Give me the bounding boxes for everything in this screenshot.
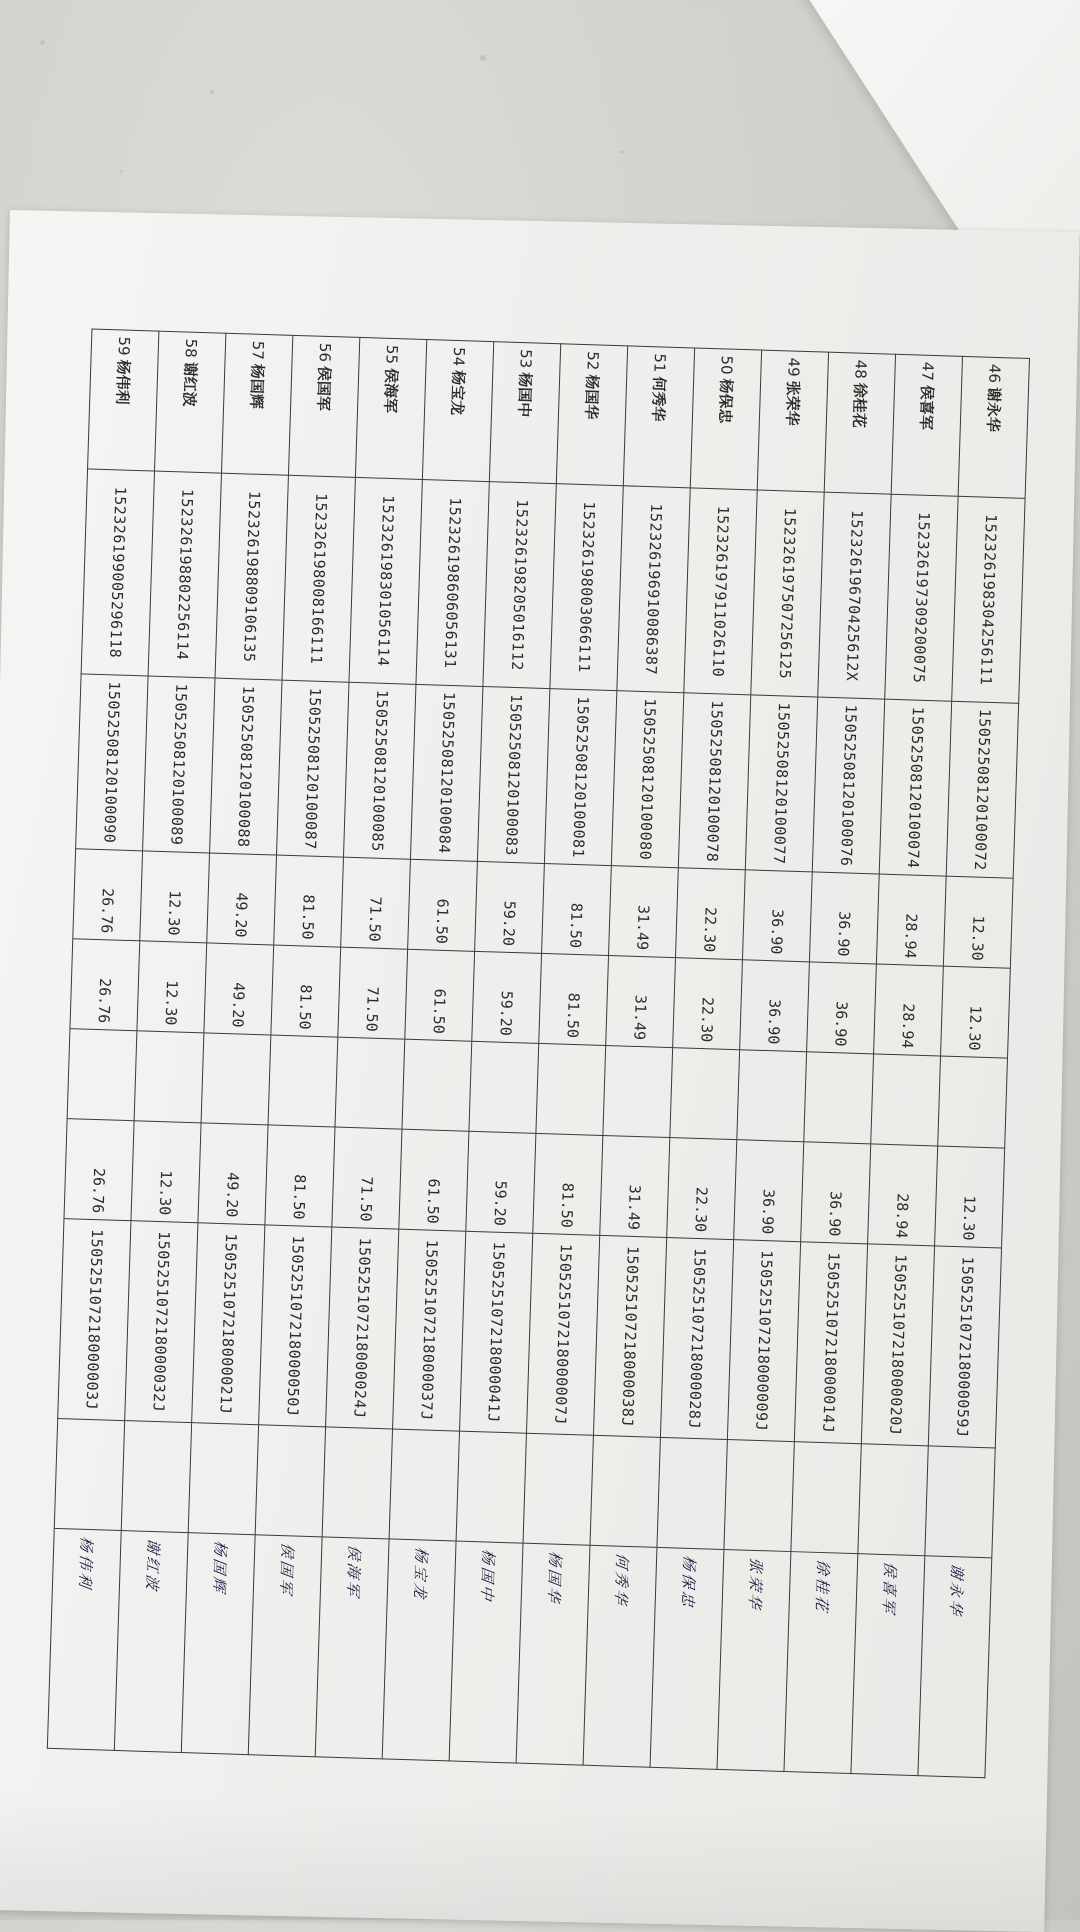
- payee-name-cell: [623, 346, 694, 488]
- voucher-number-cell: 150525107218000037J: [393, 1229, 466, 1431]
- blank-cell: [925, 1446, 995, 1558]
- voucher-number-cell: 150525107218000050J: [259, 1225, 332, 1427]
- amount-cell: 31.49: [600, 1135, 670, 1237]
- signature-cell: 杨国中: [449, 1538, 523, 1767]
- id-number-cell: 152326196910086387: [617, 486, 690, 693]
- payee-name-cell: [690, 348, 761, 490]
- amount-cell: 36.90: [742, 870, 812, 962]
- voucher-number-cell: 150525107218000028J: [660, 1238, 733, 1440]
- id-number-cell: 152326197309200075: [885, 494, 958, 701]
- amount-cell: 59.20: [475, 861, 545, 953]
- id-number-cell: 152326198304256111: [952, 496, 1025, 703]
- payee-name-cell: [958, 356, 1029, 498]
- voucher-number-cell: 150525107218000007J: [526, 1233, 599, 1435]
- amount-cell: 61.50: [408, 859, 478, 951]
- amount-cell: 28.94: [868, 1144, 938, 1246]
- amount-cell: [268, 1035, 338, 1127]
- account-number-cell: 15052508120100080: [611, 691, 683, 868]
- voucher-number-cell: 150525107218000059J: [928, 1246, 1001, 1448]
- voucher-number-cell: 150525107218000024J: [326, 1227, 399, 1429]
- blank-cell: [54, 1418, 124, 1530]
- payee-name: 杨国辉: [247, 363, 267, 410]
- payee-name-cell: [757, 350, 828, 492]
- row-number: 57: [249, 340, 268, 361]
- signature-cell: 侯国军: [248, 1531, 322, 1760]
- payee-name-cell: [288, 335, 359, 477]
- amount-cell: 59.20: [472, 951, 542, 1043]
- amount-cell: [335, 1037, 405, 1129]
- id-number-cell: 15232619670425612X: [818, 492, 891, 699]
- account-number-cell: 15052508120100081: [544, 689, 616, 866]
- voucher-number-cell: 150525107218000003J: [58, 1219, 131, 1421]
- amount-cell: [536, 1043, 606, 1135]
- signature-cell: 何秀华: [583, 1542, 657, 1771]
- blank-cell: [657, 1437, 727, 1549]
- payee-name: 杨保忠: [716, 378, 736, 424]
- row-number: 46: [985, 363, 1005, 384]
- payee-name: 侯海军: [381, 367, 401, 414]
- amount-cell: 81.50: [265, 1125, 335, 1227]
- voucher-number-cell: 150525107218000032J: [125, 1221, 198, 1423]
- blank-cell: [188, 1423, 258, 1535]
- blank-cell: [456, 1431, 526, 1543]
- amount-cell: 22.30: [667, 1138, 737, 1240]
- amount-cell: [201, 1033, 271, 1125]
- account-number-cell: 15052508120100076: [812, 697, 884, 874]
- amount-cell: 22.30: [673, 958, 743, 1050]
- payee-name: 杨宝龙: [448, 369, 468, 416]
- amount-cell: 12.30: [941, 966, 1011, 1058]
- amount-cell: 12.30: [935, 1146, 1005, 1248]
- account-number-cell: 15052508120100078: [678, 693, 750, 870]
- ledger-table-container: [76, 330, 1030, 1777]
- id-number-cell: 152326199005296118: [81, 469, 154, 676]
- amount-cell: [402, 1039, 472, 1131]
- amount-cell: [938, 1056, 1008, 1148]
- amount-cell: 49.20: [207, 853, 277, 945]
- amount-cell: 28.94: [876, 874, 946, 966]
- voucher-number-cell: 150525107218000041J: [460, 1231, 533, 1433]
- blank-cell: [523, 1433, 593, 1545]
- signature-cell: 张荣华: [717, 1546, 791, 1775]
- account-number-cell: 15052508120100088: [210, 678, 282, 855]
- blank-cell: [590, 1435, 660, 1547]
- amount-cell: [469, 1041, 539, 1133]
- amount-cell: 61.50: [399, 1129, 469, 1231]
- amount-cell: 36.90: [740, 960, 810, 1052]
- voucher-number-cell: 150525107218000009J: [727, 1240, 800, 1442]
- amount-cell: [67, 1029, 137, 1121]
- page-shadow: [0, 1790, 1047, 1932]
- signature-cell: 杨伟利: [47, 1525, 121, 1754]
- amount-cell: [603, 1046, 673, 1138]
- amount-cell: 12.30: [943, 876, 1013, 968]
- payee-name-cell: [221, 333, 292, 475]
- surface-speck: [120, 170, 123, 173]
- payee-name: 徐桂花: [850, 382, 870, 429]
- amount-cell: 81.50: [542, 863, 612, 955]
- row-number: 56: [316, 342, 335, 363]
- signature-cell: 杨宝龙: [382, 1535, 456, 1764]
- payee-name-cell: [355, 337, 426, 479]
- payee-name: 侯国军: [314, 365, 334, 412]
- amount-cell: 31.49: [606, 956, 676, 1048]
- signature-cell: 徐桂花: [784, 1548, 858, 1777]
- id-number-cell: 152326198606056131: [416, 479, 489, 686]
- payee-name-cell: [489, 342, 560, 484]
- blank-cell: [322, 1427, 392, 1539]
- id-number-cell: 152326198301056114: [349, 477, 422, 684]
- signature-cell: 侯喜军: [851, 1550, 925, 1779]
- amount-cell: 12.30: [140, 851, 210, 943]
- amount-cell: 36.90: [809, 872, 879, 964]
- payee-name: 谢红波: [180, 361, 200, 408]
- surface-speck: [620, 150, 624, 154]
- id-number-cell: 152326198205016112: [483, 482, 556, 689]
- amount-cell: 36.90: [807, 962, 877, 1054]
- id-number-cell: 152326198008166111: [282, 475, 355, 682]
- id-number-cell: 152326198809106135: [215, 473, 288, 680]
- amount-cell: 28.94: [874, 964, 944, 1056]
- voucher-number-cell: 150525107218000014J: [794, 1242, 867, 1444]
- signature-cell: 杨国辉: [181, 1529, 255, 1758]
- id-number-cell: 152326198003066111: [550, 484, 623, 691]
- account-number-cell: 15052508120100089: [143, 676, 215, 853]
- signature-cell: 杨国华: [516, 1540, 590, 1769]
- amount-cell: 81.50: [274, 855, 344, 947]
- id-number-cell: 152326198802256114: [148, 471, 221, 678]
- payee-name: 张荣华: [783, 380, 803, 426]
- amount-cell: 71.50: [341, 857, 411, 949]
- account-number-cell: 15052508120100084: [410, 684, 482, 861]
- row-number: 52: [583, 351, 603, 371]
- amount-cell: 49.20: [198, 1123, 268, 1225]
- blank-cell: [791, 1442, 861, 1554]
- amount-cell: 81.50: [539, 953, 609, 1045]
- payee-name-cell: [88, 329, 159, 471]
- account-number-cell: 15052508120100074: [879, 699, 951, 876]
- row-number: 50: [717, 355, 737, 375]
- id-number-cell: 152326197507256125: [751, 490, 824, 697]
- surface-speck: [210, 90, 214, 94]
- blank-cell: [121, 1421, 191, 1533]
- voucher-number-cell: 150525107218000021J: [192, 1223, 265, 1425]
- amount-cell: 49.20: [204, 943, 274, 1035]
- payee-name-cell: [556, 344, 627, 486]
- row-number: 55: [382, 344, 402, 365]
- amount-cell: 12.30: [131, 1121, 201, 1223]
- payee-name-cell: [422, 340, 493, 482]
- account-number-cell: 15052508120100090: [76, 674, 148, 851]
- row-number: 59: [115, 336, 134, 356]
- amount-cell: 26.76: [73, 849, 143, 941]
- id-number-cell: 152326197911026110: [684, 488, 757, 695]
- amount-cell: 22.30: [675, 868, 745, 960]
- amount-cell: 71.50: [332, 1127, 402, 1229]
- signature-cell: 谢红波: [114, 1527, 188, 1756]
- amount-cell: 36.90: [801, 1142, 871, 1244]
- row-number: 48: [851, 359, 871, 380]
- ledger-body: [47, 329, 1029, 1778]
- signature-cell: 谢永华: [918, 1552, 992, 1781]
- payee-name-cell: [824, 352, 895, 494]
- row-number: 49: [784, 357, 804, 377]
- amount-cell: [871, 1054, 941, 1146]
- payee-name: 何秀华: [649, 376, 669, 422]
- amount-cell: 71.50: [338, 947, 408, 1039]
- row-number: 53: [516, 348, 536, 369]
- signature-cell: 侯海军: [315, 1533, 389, 1762]
- payee-name: 谢永华: [984, 386, 1004, 433]
- row-number: 58: [182, 338, 201, 359]
- voucher-number-cell: 150525107218000038J: [593, 1235, 666, 1437]
- account-number-cell: 15052508120100085: [343, 682, 415, 859]
- amount-cell: 81.50: [533, 1133, 603, 1235]
- amount-cell: 81.50: [271, 945, 341, 1037]
- amount-cell: [134, 1031, 204, 1123]
- amount-cell: 26.76: [64, 1119, 134, 1221]
- payee-name-cell: [155, 331, 226, 473]
- surface-speck: [40, 40, 45, 45]
- amount-cell: [670, 1048, 740, 1140]
- payee-name: 侯喜军: [917, 384, 937, 431]
- account-number-cell: 15052508120100077: [745, 695, 817, 872]
- amount-cell: 61.50: [405, 949, 475, 1041]
- payee-name: 杨国中: [515, 371, 535, 418]
- amount-cell: [737, 1050, 807, 1142]
- amount-cell: [804, 1052, 874, 1144]
- account-number-cell: 15052508120100072: [946, 701, 1018, 878]
- blank-cell: [389, 1429, 459, 1541]
- blank-cell: [255, 1425, 325, 1537]
- payee-name: 杨国华: [582, 374, 602, 420]
- blank-cell: [724, 1440, 794, 1552]
- row-number: 51: [650, 353, 670, 373]
- amount-cell: 12.30: [137, 941, 207, 1033]
- ledger-table: [47, 329, 1030, 1779]
- amount-cell: 59.20: [466, 1131, 536, 1233]
- voucher-number-cell: 150525107218000020J: [861, 1244, 934, 1446]
- amount-cell: 26.76: [70, 939, 140, 1031]
- amount-cell: 36.90: [734, 1140, 804, 1242]
- surface-speck: [480, 55, 486, 61]
- account-number-cell: 15052508120100087: [277, 680, 349, 857]
- blank-cell: [858, 1444, 928, 1556]
- row-number: 47: [918, 361, 938, 382]
- row-number: 54: [449, 346, 469, 367]
- payee-name: 杨伟利: [113, 359, 133, 405]
- amount-cell: 31.49: [609, 866, 679, 958]
- account-number-cell: 15052508120100083: [477, 686, 549, 863]
- signature-cell: 杨保忠: [650, 1544, 724, 1773]
- payee-name-cell: [891, 354, 962, 496]
